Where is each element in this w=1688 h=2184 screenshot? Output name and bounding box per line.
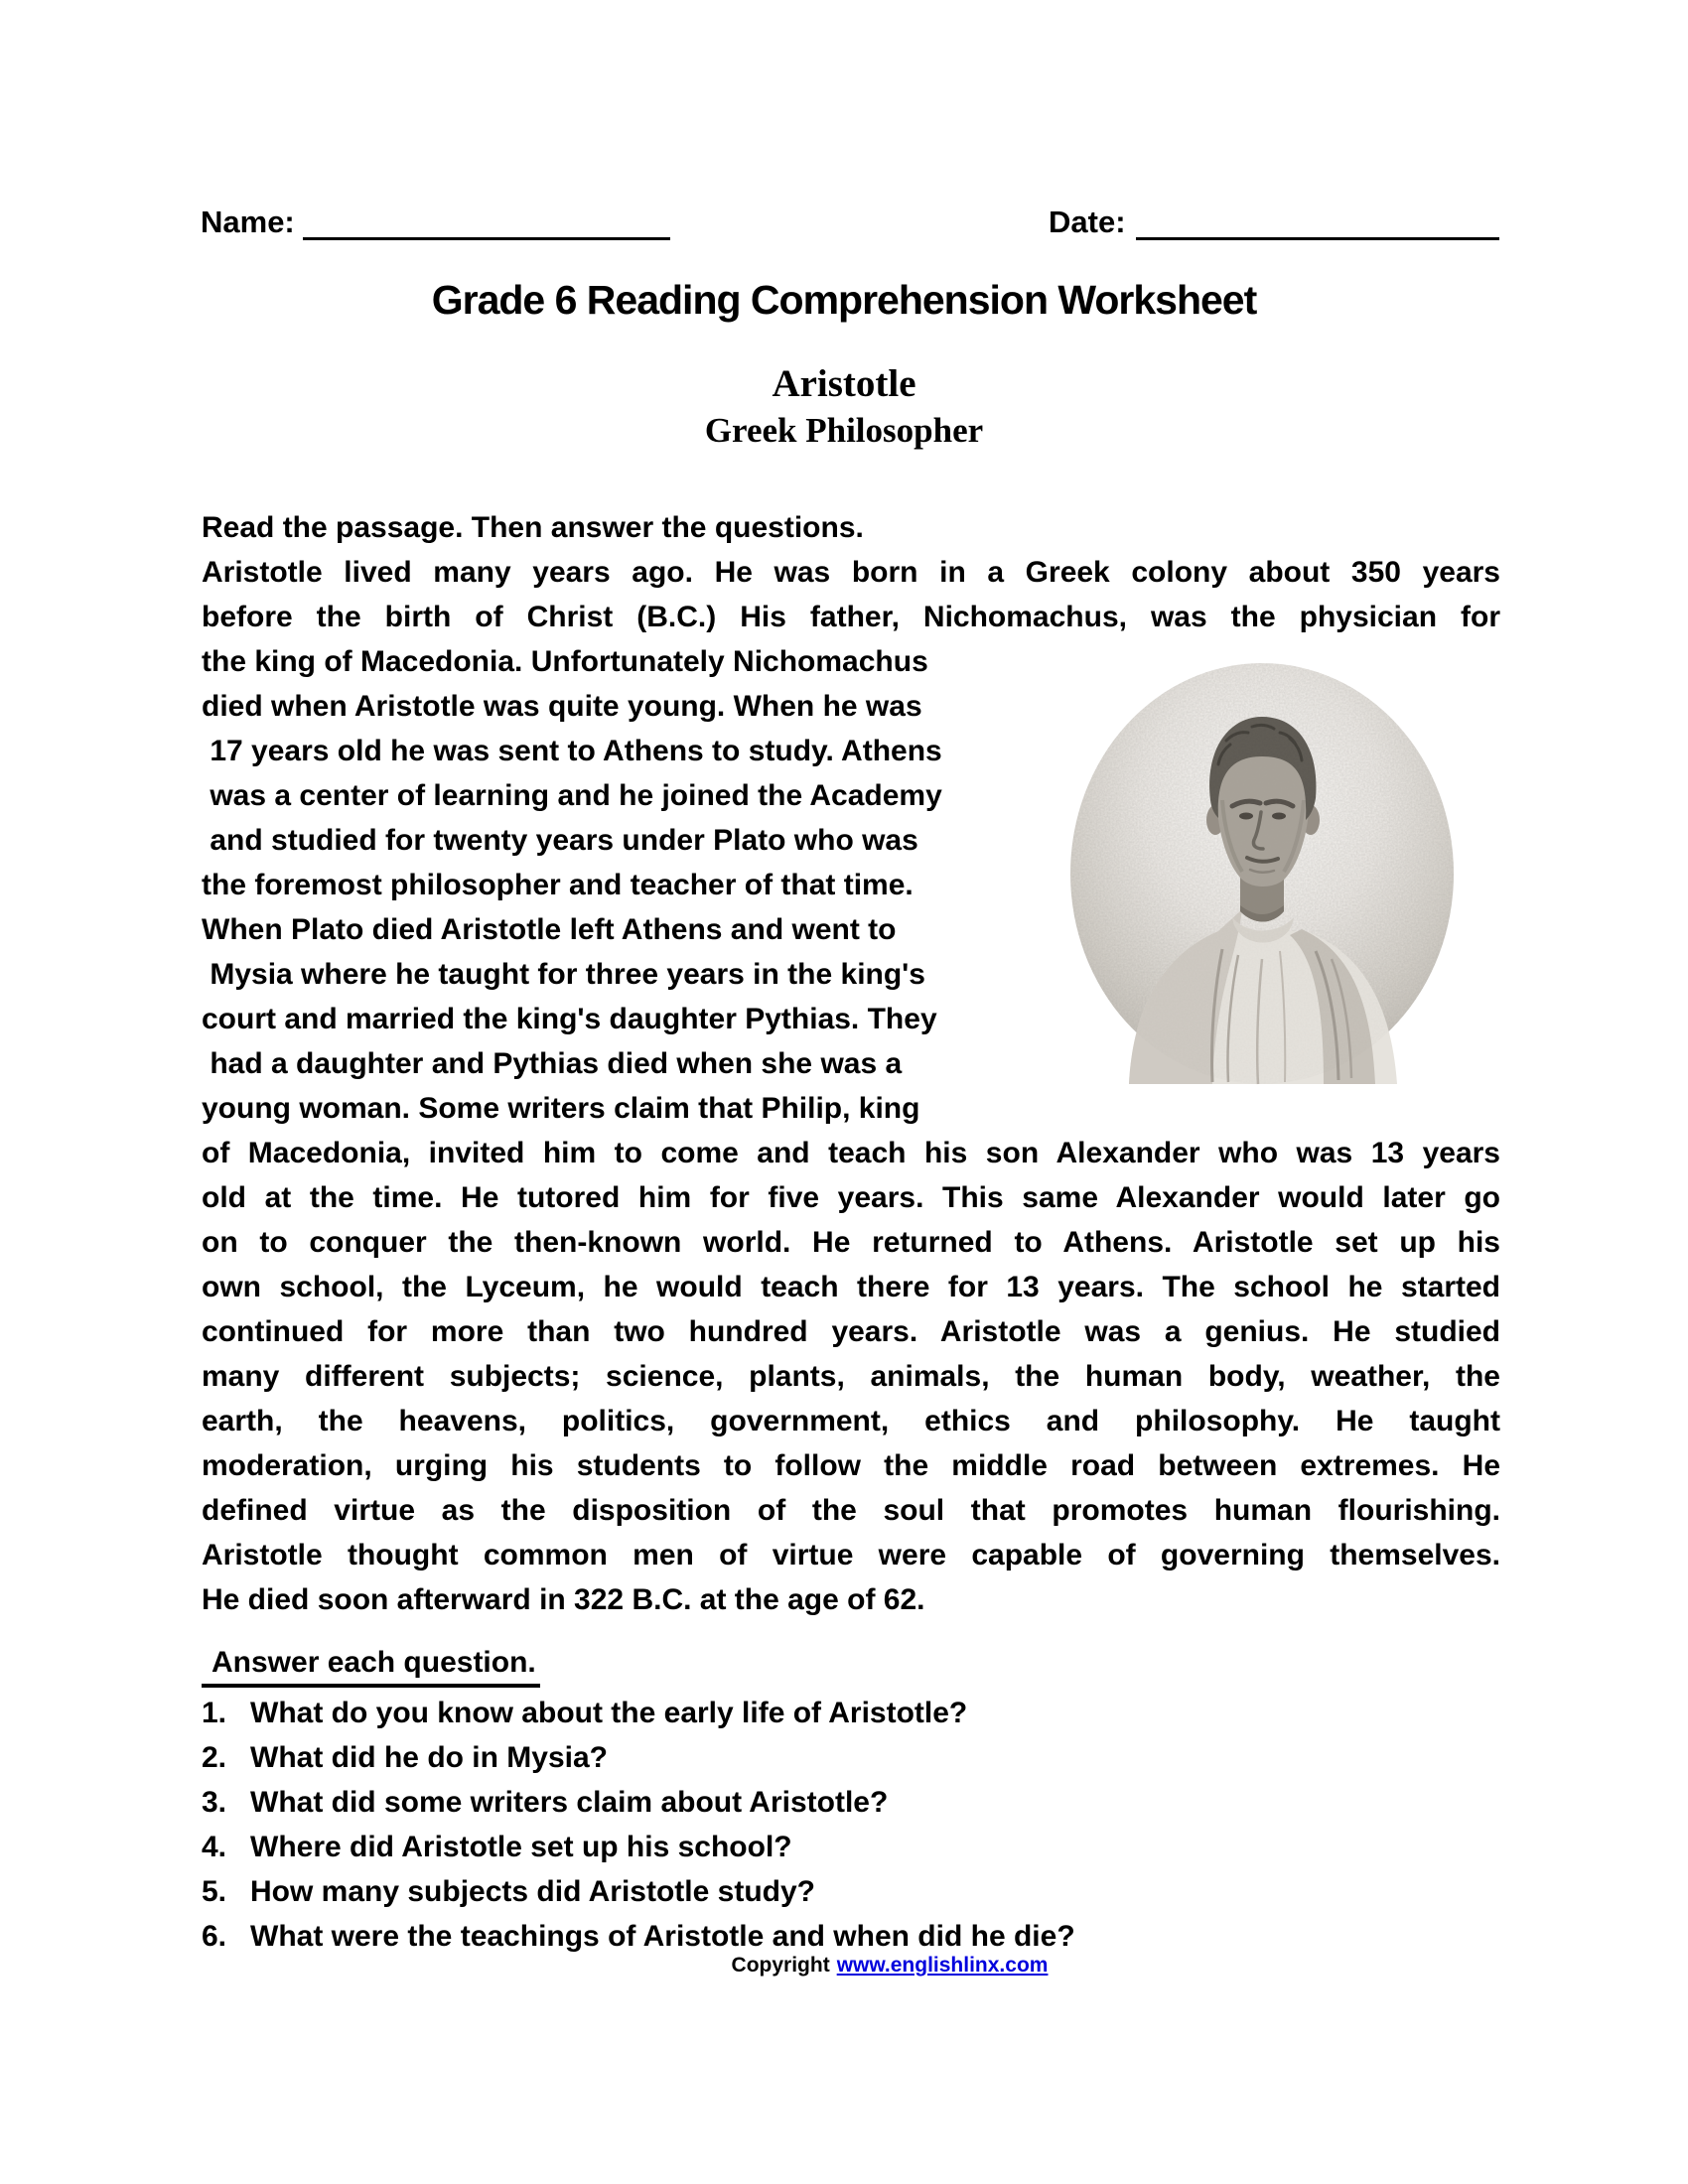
passage-line: was a center of learning and he joined the Academy: [202, 779, 942, 812]
question-number: 2.: [202, 1741, 227, 1774]
question-row: [202, 1691, 1500, 1735]
worksheet-title: Grade 6 Reading Comprehension Worksheet: [431, 277, 1257, 323]
question-text: How many subjects did Aristotle study?: [250, 1875, 815, 1908]
name-blank-line: [303, 205, 670, 240]
question-row: [202, 1735, 1500, 1780]
passage-line: earth, the heavens, politics, government, ethics and philosophy. He taught: [202, 1405, 1500, 1437]
question-text: Where did Aristotle set up his school?: [250, 1831, 792, 1863]
date-blank-line: [1136, 205, 1499, 240]
question-row: [202, 1869, 1500, 1914]
question-row: [202, 1914, 1500, 1959]
passage-line: many different subjects; science, plants, animals, the human body, weather, the: [202, 1360, 1500, 1393]
question-number: 4.: [202, 1831, 227, 1863]
question-text: What do you know about the early life of Aristotle?: [250, 1697, 968, 1729]
passage-line: and studied for twenty years under Plato who was: [202, 824, 918, 857]
question-number: 6.: [202, 1920, 227, 1953]
passage-line: young woman. Some writers claim that Philip, king: [202, 1092, 920, 1125]
passage-line: moderation, urging his students to follow the middle road between extremes. He: [202, 1449, 1500, 1482]
passage-line: When Plato died Aristotle left Athens and went to: [202, 913, 897, 946]
question-number: 1.: [202, 1697, 227, 1729]
question-row: [202, 1825, 1500, 1869]
passage-line: the foremost philosopher and teacher of that time.: [202, 869, 914, 901]
name-field-row: [201, 205, 670, 240]
passage-line: He died soon afterward in 322 B.C. at the age of 62.: [202, 1583, 925, 1616]
passage-line: defined virtue as the disposition of the soul that promotes human flourishing.: [202, 1494, 1500, 1527]
question-number: 3.: [202, 1786, 227, 1819]
date-field-row: [1049, 205, 1499, 240]
passage-line: Aristotle lived many years ago. He was born in a Greek colony about 350 years: [202, 556, 1500, 589]
question-text: What did some writers claim about Aristotle?: [250, 1786, 889, 1819]
passage-line: died when Aristotle was quite young. When he was: [202, 690, 922, 723]
answer-instructions-line: [202, 1643, 1500, 1689]
passage-title: Aristotle: [772, 362, 916, 405]
question-text: What did he do in Mysia?: [250, 1741, 608, 1774]
date-label: Date:: [1049, 205, 1126, 239]
passage-line: of Macedonia, invited him to come and teach his son Alexander who was 13 years: [202, 1137, 1500, 1169]
copyright-link[interactable]: www.englishlinx.com: [836, 1954, 1049, 1977]
passage-line: on to conquer the then-known world. He returned to Athens. Aristotle set up his: [202, 1226, 1500, 1259]
question-text: What were the teachings of Aristotle and when did he die?: [250, 1920, 1075, 1953]
passage-line: old at the time. He tutored him for five years. This same Alexander would later go: [202, 1181, 1500, 1214]
name-label: Name:: [201, 205, 295, 239]
passage-line: continued for more than two hundred years. Aristotle was a genius. He studied: [202, 1315, 1500, 1348]
question-number: 5.: [202, 1875, 227, 1908]
copyright-label: Copyright: [731, 1954, 830, 1977]
passage-line: court and married the king's daughter Pythias. They: [202, 1003, 937, 1035]
aristotle-portrait: [1067, 661, 1457, 1086]
passage-line: Mysia where he taught for three years in the king's: [202, 958, 925, 991]
passage-line: Read the passage. Then answer the questions.: [202, 511, 864, 544]
aristotle-bust-engraving-image: [1067, 661, 1457, 1086]
question-row: [202, 1780, 1500, 1825]
passage-line: before the birth of Christ (B.C.) His father, Nichomachus, was the physician for: [202, 601, 1500, 633]
passage-line: Aristotle thought common men of virtue were capable of governing themselves.: [202, 1539, 1500, 1571]
passage-line: own school, the Lyceum, he would teach there for 13 years. The school he started: [202, 1271, 1500, 1303]
passage-line: the king of Macedonia. Unfortunately Nichomachus: [202, 645, 928, 678]
answer-instructions: Answer each question.: [202, 1643, 540, 1688]
passage-line: 17 years old he was sent to Athens to study. Athens: [202, 735, 942, 767]
question-list: [202, 1691, 1500, 1959]
footer-copyright: [46, 1954, 1688, 1978]
passage-subtitle: Greek Philosopher: [704, 411, 984, 450]
passage-line: had a daughter and Pythias died when she was a: [202, 1047, 903, 1080]
questions-section: [202, 1643, 1500, 1959]
